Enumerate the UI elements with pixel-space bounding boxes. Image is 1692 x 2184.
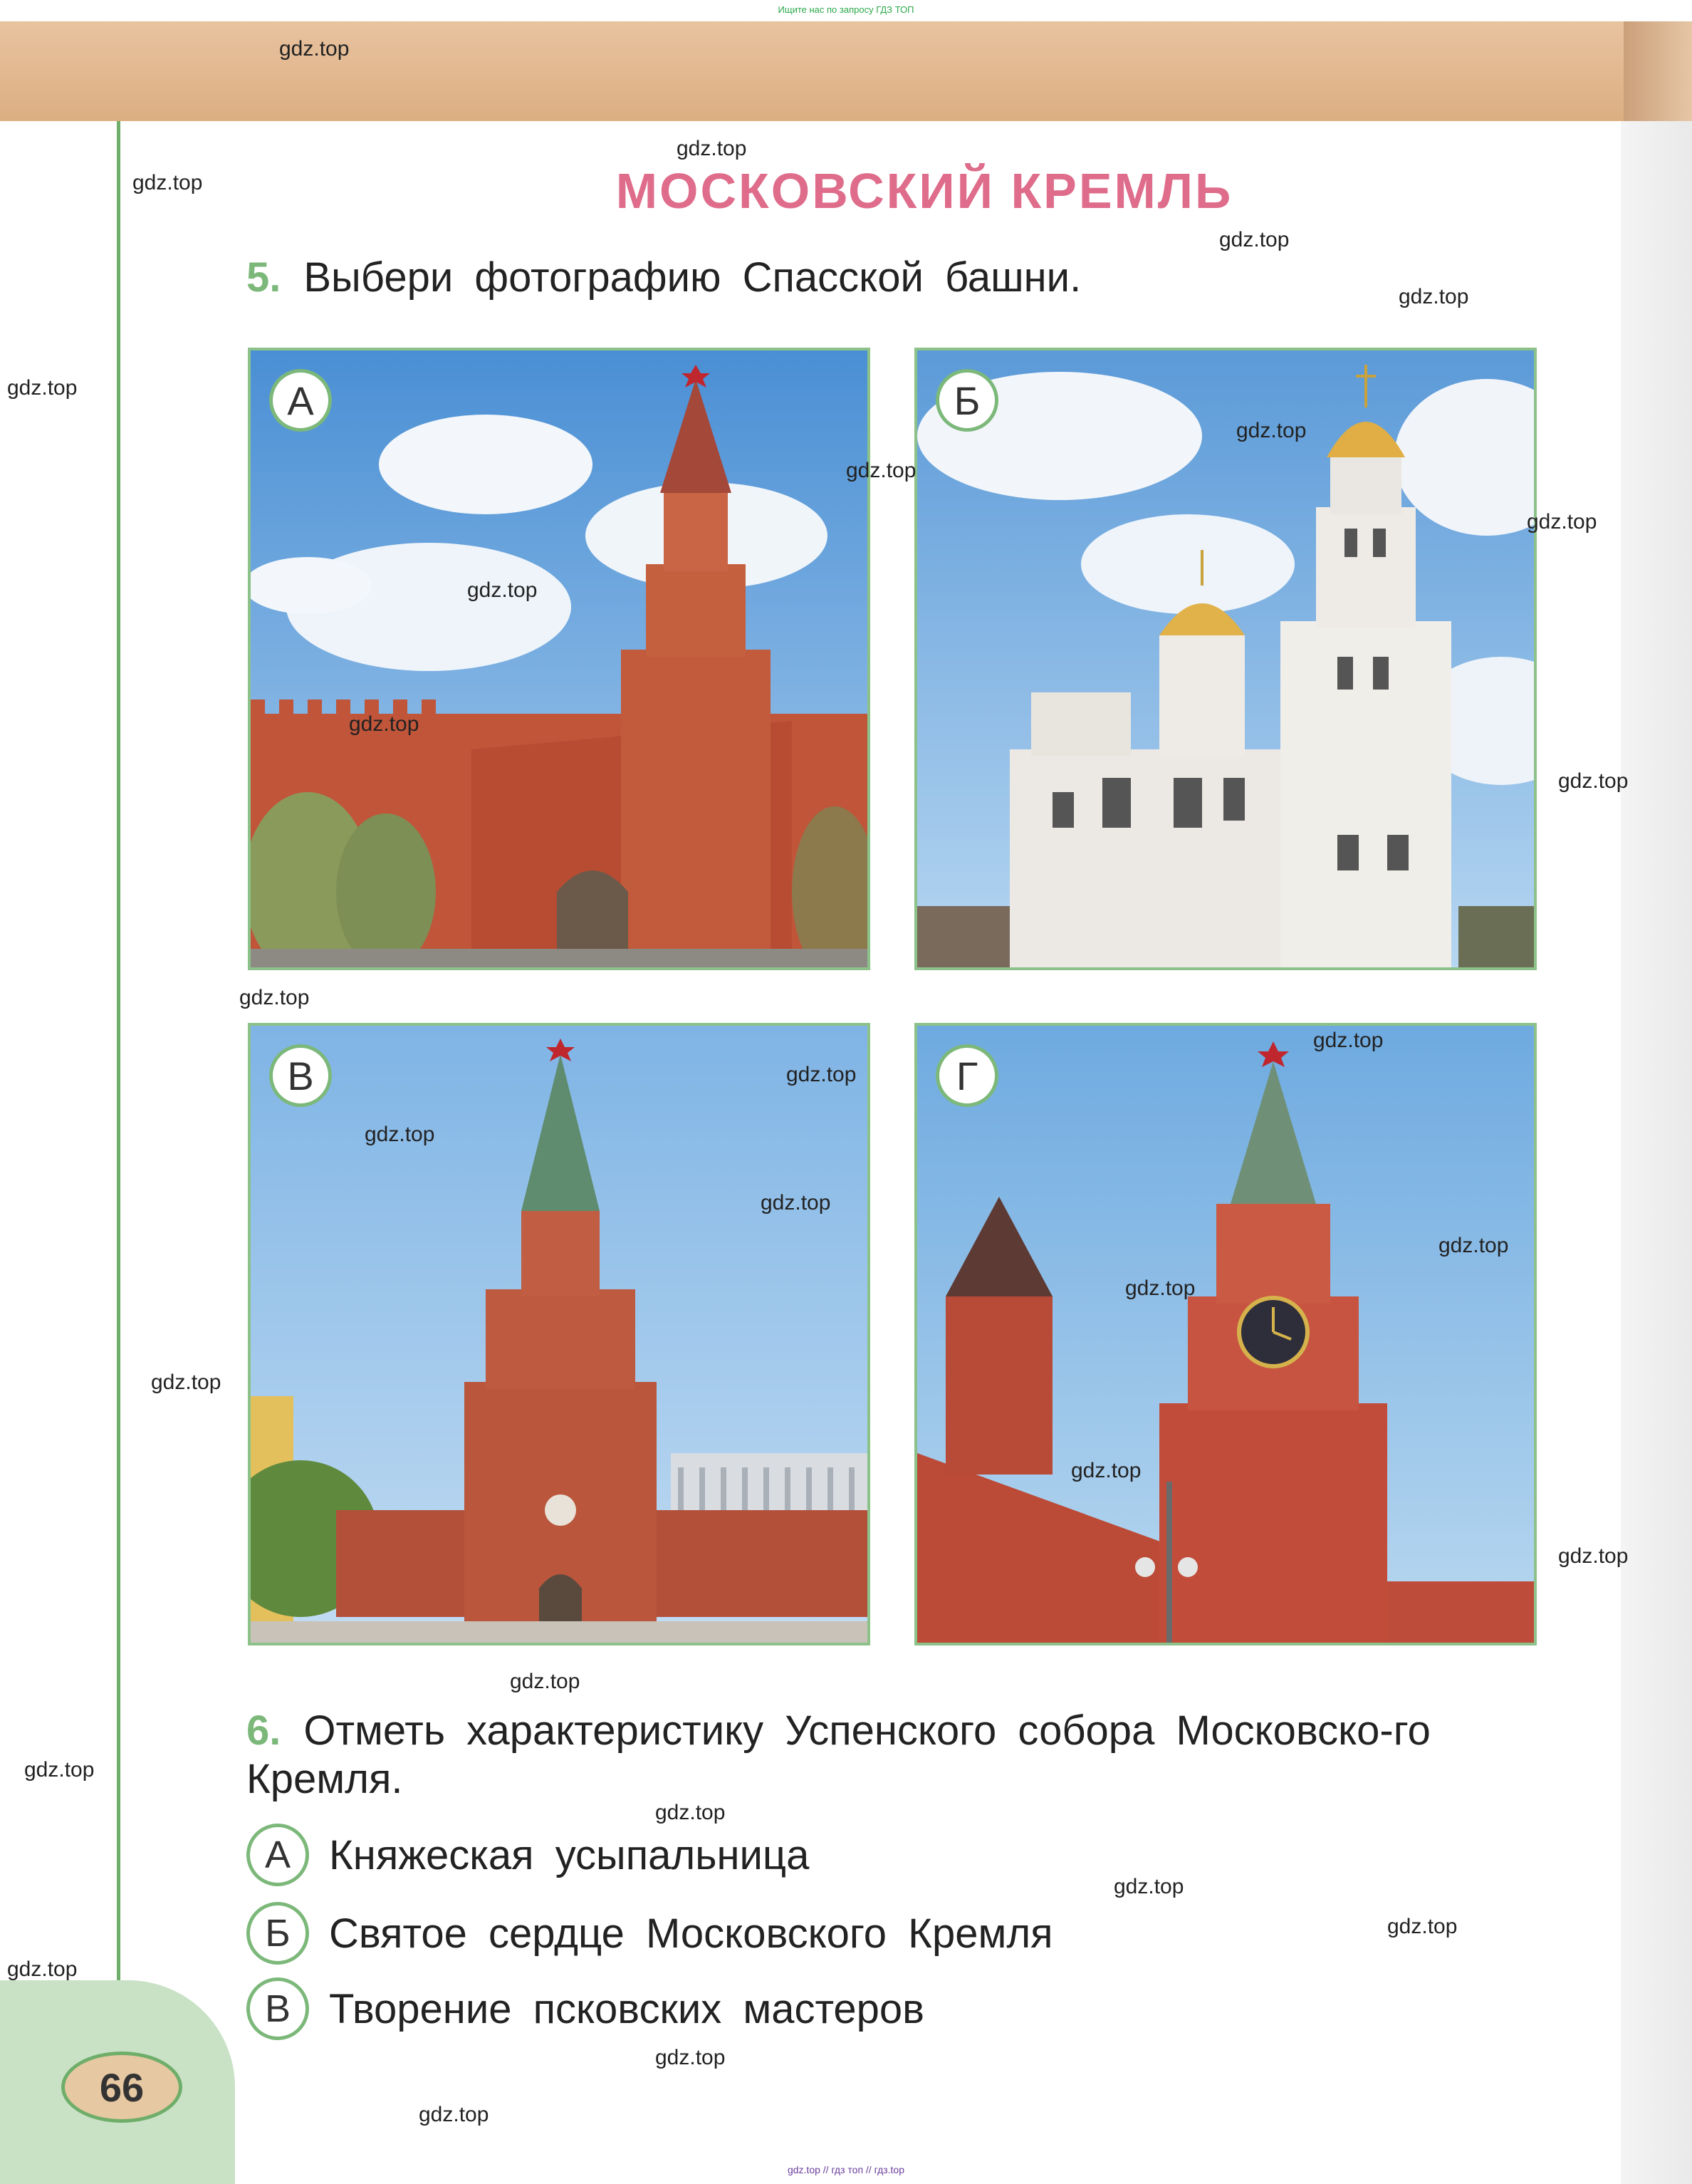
- page-number: 66: [99, 2064, 145, 2110]
- photo-spasskaya-tower: [917, 1026, 1534, 1643]
- watermark: gdz.top: [510, 1670, 580, 1693]
- watermark: gdz.top: [1125, 1276, 1196, 1300]
- answer-option-b[interactable]: [246, 1902, 1053, 1965]
- watermark: gdz.top: [419, 2103, 489, 2126]
- task-5: [246, 254, 1081, 301]
- task-5-text: Выбери фотографию Спасской башни.: [303, 254, 1082, 301]
- task-6: [246, 1707, 1542, 1804]
- photo-ivan-the-great-bell-tower: [917, 350, 1534, 967]
- watermark: gdz.top: [846, 459, 916, 482]
- watermark: gdz.top: [279, 37, 350, 61]
- photo-b-letter: Б: [936, 369, 998, 432]
- photo-v-letter: В: [269, 1044, 332, 1107]
- top-ad-text[interactable]: Ищите нас по запросу ГДЗ ТОП: [778, 4, 914, 15]
- photo-g-letter: Г: [936, 1044, 998, 1107]
- page-number-badge: [61, 2052, 182, 2123]
- watermark: gdz.top: [1527, 510, 1597, 534]
- watermark: gdz.top: [1399, 285, 1469, 308]
- watermark: gdz.top: [1558, 1544, 1629, 1568]
- page-title: МОСКОВСКИЙ КРЕМЛЬ: [615, 163, 1233, 219]
- watermark: gdz.top: [1558, 769, 1629, 793]
- watermark: gdz.top: [1071, 1459, 1142, 1482]
- watermark: gdz.top: [761, 1191, 831, 1215]
- watermark: gdz.top: [24, 1758, 95, 1782]
- photo-option-v[interactable]: [248, 1023, 870, 1645]
- watermark: gdz.top: [1114, 1875, 1184, 1898]
- watermark: gdz.top: [1236, 419, 1307, 442]
- photo-option-b[interactable]: [914, 348, 1537, 970]
- photo-borovitskaya-tower: [251, 350, 867, 967]
- answer-a-label: Княжеская усыпальница: [329, 1831, 810, 1878]
- watermark: gdz.top: [239, 986, 310, 1009]
- answer-b-circle[interactable]: Б: [246, 1902, 309, 1965]
- footer-links[interactable]: gdz.top // гдз топ // гдз.top: [787, 2164, 905, 2175]
- header-band-edge: [1624, 21, 1692, 128]
- watermark: gdz.top: [655, 2046, 726, 2069]
- watermark: gdz.top: [1219, 228, 1290, 251]
- watermark: gdz.top: [365, 1123, 435, 1146]
- answer-option-v[interactable]: [246, 1977, 924, 2040]
- watermark: gdz.top: [1438, 1234, 1509, 1257]
- watermark: gdz.top: [655, 1801, 726, 1824]
- header-band: [0, 21, 1624, 121]
- answer-v-label: Творение псковских мастеров: [329, 1985, 924, 2032]
- answer-b-label: Святое сердце Московского Кремля: [329, 1910, 1053, 1957]
- watermark: gdz.top: [132, 171, 203, 194]
- photo-a-letter: А: [269, 369, 332, 432]
- margin-line: [117, 121, 120, 2030]
- task-6-text: Отметь характеристику Успенского собора Московско-го Кремля.: [246, 1707, 1431, 1802]
- watermark: gdz.top: [1313, 1029, 1384, 1052]
- answer-a-circle[interactable]: А: [246, 1824, 309, 1886]
- page-edge-shadow: [1621, 121, 1692, 2184]
- watermark: gdz.top: [7, 1957, 78, 1981]
- watermark: gdz.top: [151, 1371, 221, 1394]
- photo-troitskaya-tower: [251, 1026, 867, 1643]
- answer-v-circle[interactable]: В: [246, 1977, 309, 2040]
- watermark: gdz.top: [1387, 1915, 1458, 1938]
- answer-option-a[interactable]: [246, 1824, 809, 1886]
- task-5-number: 5.: [246, 254, 281, 301]
- photo-option-a[interactable]: [248, 348, 870, 970]
- watermark: gdz.top: [467, 578, 538, 602]
- watermark: gdz.top: [349, 712, 419, 736]
- watermark: gdz.top: [786, 1063, 857, 1086]
- task-6-number: 6.: [246, 1707, 281, 1754]
- photo-option-g[interactable]: [914, 1023, 1537, 1645]
- watermark: gdz.top: [677, 137, 747, 160]
- watermark: gdz.top: [7, 376, 78, 400]
